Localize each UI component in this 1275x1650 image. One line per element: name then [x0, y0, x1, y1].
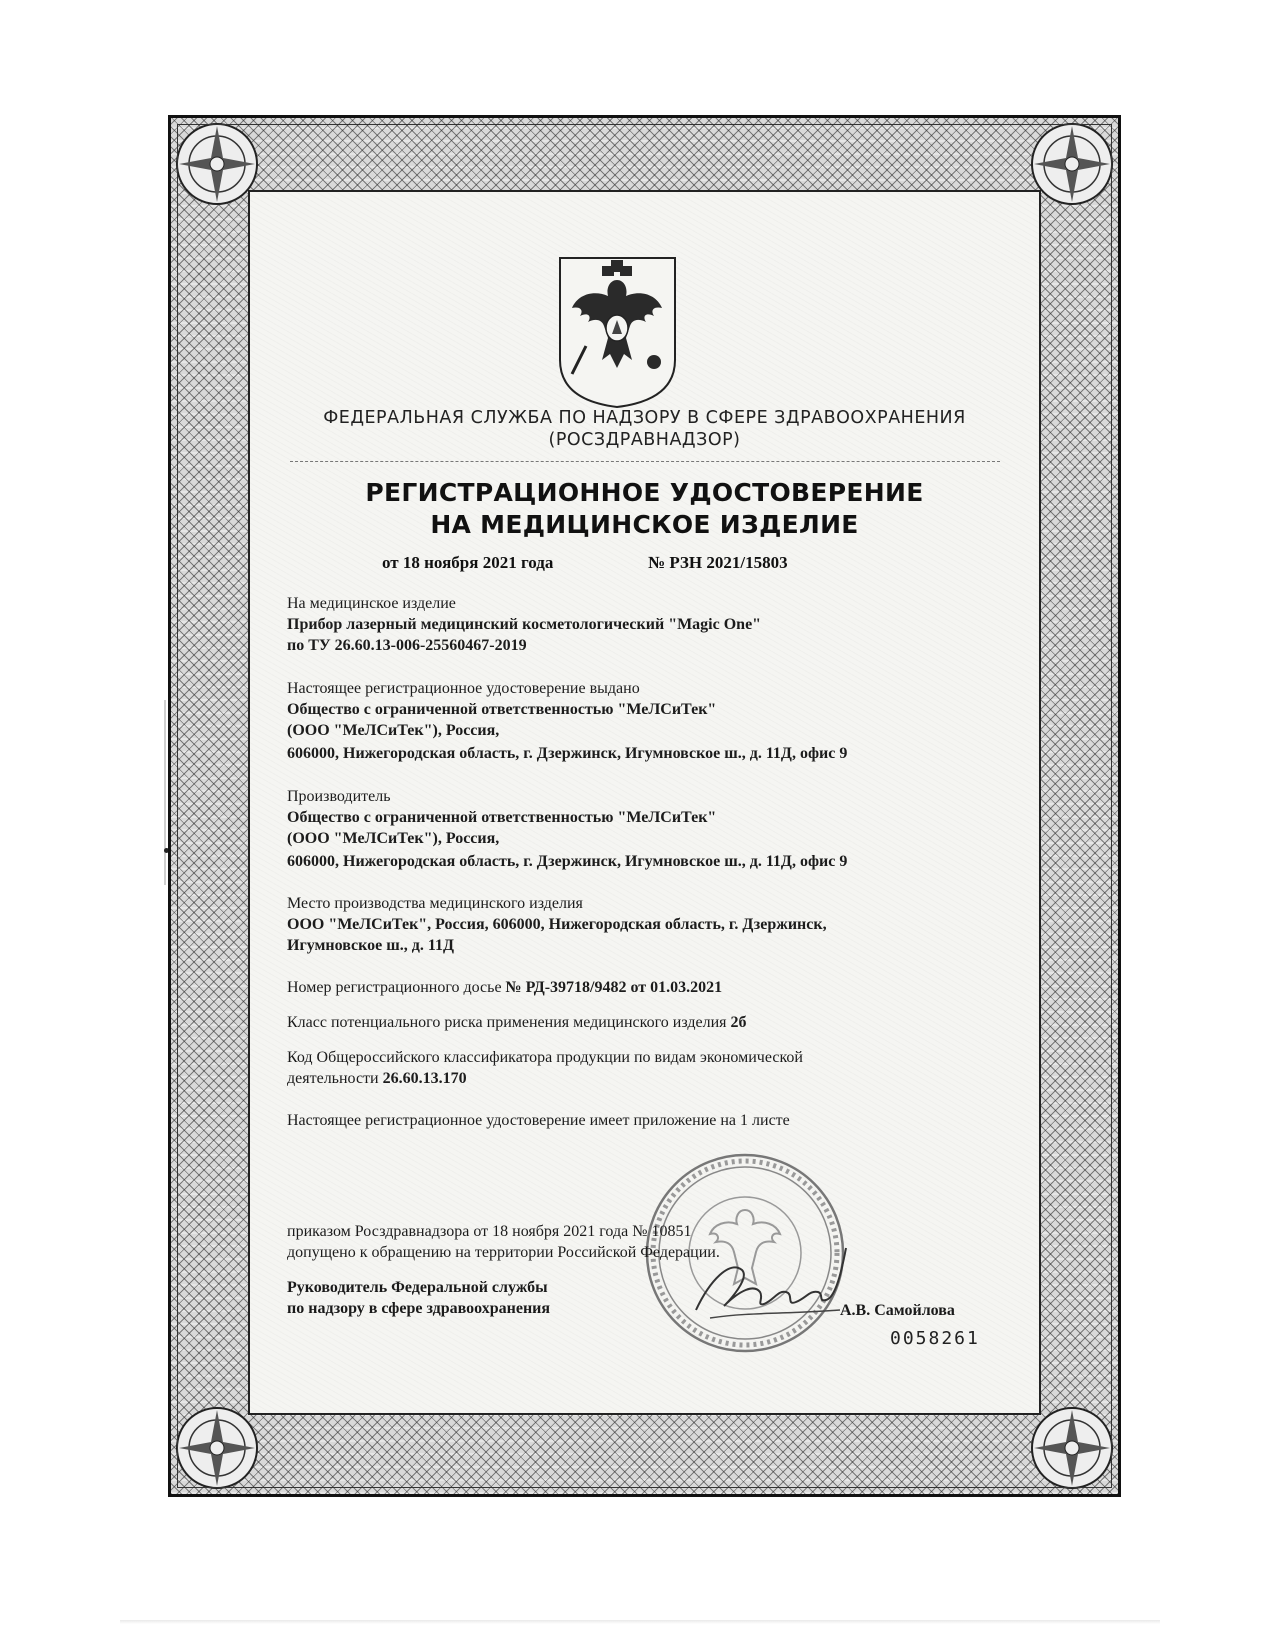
corner-ornament-icon — [1026, 1402, 1118, 1494]
order-reference: приказом Росздравнадзора от 18 ноября 2021 года № 10851 — [287, 1223, 692, 1240]
production-site-label: Место производства медицинского изделия — [287, 895, 583, 912]
okpd-label-end: деятельности — [287, 1070, 383, 1087]
coat-of-arms-icon — [550, 250, 685, 410]
okpd-label: Код Общероссийского классификатора продукции по видам экономической — [287, 1049, 803, 1066]
appendix-note: Настоящее регистрационное удостоверение имеет приложение на 1 листе — [287, 1112, 790, 1129]
device-spec: по ТУ 26.60.13-006-25560467-2019 — [287, 637, 527, 654]
production-site-line2: Игумновское ш., д. 11Д — [287, 937, 454, 954]
manufacturer-label: Производитель — [287, 788, 391, 805]
dossier-row — [287, 978, 722, 998]
production-site-line1: ООО "МеЛСиТек", Россия, 606000, Нижегородская область, г. Дзержинск, — [287, 916, 827, 933]
holder-short-name: (ООО "МеЛСиТек"), Россия, — [287, 722, 500, 739]
manufacturer-address: 606000, Нижегородская область, г. Дзержинск, Игумновское ш., д. 11Д, офис 9 — [287, 853, 848, 870]
certificate-number: № РЗН 2021/15803 — [648, 553, 788, 572]
document-title: РЕГИСТРАЦИОННОЕ УДОСТОВЕРЕНИЕ — [365, 478, 924, 507]
scan-edge — [164, 700, 166, 885]
risk-class-row — [287, 1013, 747, 1033]
dossier-label: Номер регистрационного досье — [287, 979, 506, 996]
dossier-value: № РД-39718/9482 от 01.03.2021 — [505, 979, 723, 996]
signatory-title: Руководитель Федеральной службы — [287, 1279, 548, 1296]
agency-name: ФЕДЕРАЛЬНАЯ СЛУЖБА ПО НАДЗОРУ В СФЕРЕ ЗДРАВООХРАНЕНИЯ — [323, 408, 966, 428]
holder-address: 606000, Нижегородская область, г. Дзержинск, Игумновское ш., д. 11Д, офис 9 — [287, 745, 848, 762]
serial-number: 0058261 — [890, 1328, 980, 1349]
manufacturer-short-name: (ООО "МеЛСиТек"), Россия, — [287, 830, 500, 847]
divider — [290, 461, 1000, 462]
signatory-title-2: по надзору в сфере здравоохранения — [287, 1300, 551, 1317]
agency-abbreviation: (РОСЗДРАВНАДЗОР) — [548, 430, 741, 450]
holder-company: Общество с ограниченной ответственностью "МеЛСиТек" — [287, 701, 717, 718]
signatory-name: А.В. Самойлова — [840, 1302, 955, 1319]
document-subtitle: НА МЕДИЦИНСКОЕ ИЗДЕЛИЕ — [430, 510, 859, 539]
okpd-row — [287, 1069, 467, 1089]
scan-shadow — [120, 1620, 1160, 1624]
circulation-approval: допущено к обращению на территории Российской Федерации. — [287, 1244, 720, 1261]
risk-class-label: Класс потенциального риска применения медицинского изделия — [287, 1014, 731, 1031]
issue-date: от 18 ноября 2021 года — [382, 553, 554, 572]
manufacturer-company: Общество с ограниченной ответственностью "МеЛСиТек" — [287, 809, 717, 826]
risk-class-value: 2б — [730, 1014, 747, 1031]
device-label: На медицинское изделие — [287, 595, 456, 612]
corner-ornament-icon — [171, 1402, 263, 1494]
okpd-value: 26.60.13.170 — [382, 1070, 467, 1087]
device-name: Прибор лазерный медицинский косметологический "Magic One" — [287, 616, 762, 633]
holder-label: Настоящее регистрационное удостоверение выдано — [287, 680, 640, 697]
